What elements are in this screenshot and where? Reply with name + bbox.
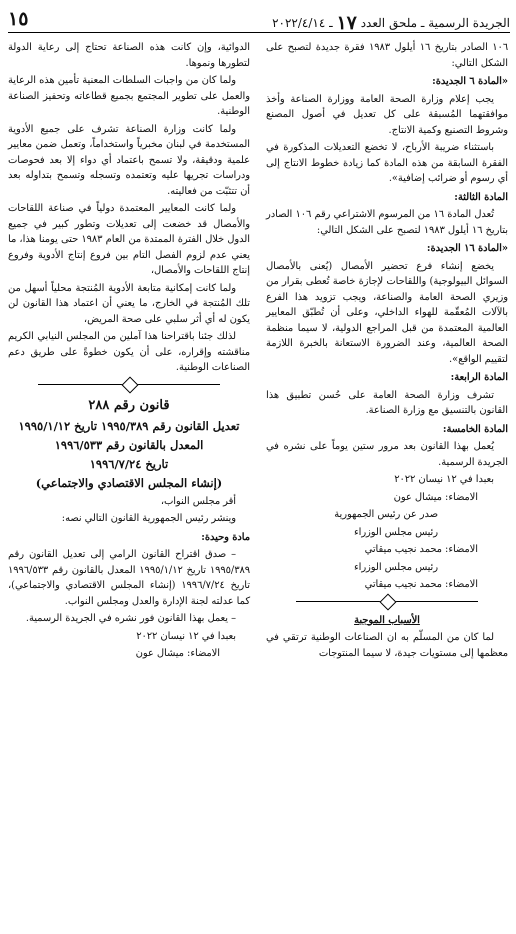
article-heading: «المادة ٦ الجديدة: [432, 76, 508, 87]
paragraph: بعبدا في ١٢ نيسان ٢٠٢٢ [136, 630, 236, 642]
paragraph: لذلك جئنا باقتراحنا هذا آملين من المجلس النيابي الكريم مناقشته وإقراره، على أن يكون خطوةً على طريق دعم الصناعات الوطنية. [8, 331, 250, 373]
paragraph: ولما كانت وزارة الصناعة تشرف على جميع الأدوية المستخدمة في لبنان مخبرياً واستخداماً، وتعمل ضمن معايير علمية ودقيقة، ولا تسمح باعتماد أي دواء إلا بعد فحوصات ودراسات تجريها عليه وتعتمده وتسجله وتسمح بتداوله بعد أن تتثبّت من فعاليته. [8, 123, 250, 197]
section-divider [266, 595, 508, 609]
paragraph: تشرف وزارة الصحة العامة على حُسن تطبيق هذا القانون بالتنسيق مع وزارة الصناعة. [266, 389, 508, 416]
paragraph: يُعمل بهذا القانون بعد مرور ستين يوماً على نشره في الجريدة الرسمية. [266, 441, 508, 468]
paragraph: – يعمل بهذا القانون فور نشره في الجريدة الرسمية. [25, 613, 236, 624]
paragraph: ولما كانت المعايير المعتمدة دولياً في صناعة اللقاحات والأمصال قد خضعت إلى تعديلات وتطور كبير في جميع الدول خلال الفترة الممتدة من العام ١٩٨٣ حتى يومنا هذا، ما يعني عدم لزوم الفصل التام بين فروع إنتاج الأدوية وفروع إنتاج اللقاحات والأمصال، [8, 203, 250, 276]
article-heading: المادة الثالثة: [454, 191, 508, 203]
left-column [8, 40, 250, 664]
section-divider [8, 378, 250, 392]
paragraph: وينشر رئيس الجمهورية القانون التالي نصه: [61, 513, 236, 524]
signature-line: رئيس مجلس الوزراء [354, 561, 438, 573]
centered-heading: (إنشاء المجلس الاقتصادي والاجتماعي) [35, 475, 223, 490]
paragraph: أقر مجلس النواب، [160, 495, 236, 507]
paragraph: ولما كان من واجبات السلطات المعنية تأمين هذه الرعاية والعمل على تطوير المجتمع بجميع قطاعاته وتحفيز الصناعة الوطنية. [8, 75, 250, 117]
paragraph: بعبدا في ١٢ نيسان ٢٠٢٢ [394, 474, 494, 485]
diamond-ornament-icon [380, 593, 397, 610]
right-column [266, 40, 508, 663]
signature-line: الامضاء: محمد نجيب ميقاتي [364, 544, 478, 555]
paragraph: الدوائية، وإن كانت هذه الصناعة تحتاج إلى رعاية الدولة لتطورها ونموها. [8, 42, 250, 69]
issue-number: ١٧ [336, 12, 357, 34]
paragraph: لما كان من المسلّم به ان الصناعات الوطنية ترتقي في معظمها إلى مستويات جيدة، لا سيما المنتوجات [266, 632, 508, 659]
paragraph: يخضع إنشاء فرع تحضير الأمصال (يُعنى بالأمصال السوائل البيولوجية) واللقاحات لإجازة خاصة تُعطى بقرار من وزيري الصحة العامة والصناعة، ويجب تزويد هذا الفرع بالآلات المُعقّمة للهواء الداخلي، وعلى أن تُطبّق المعايير العالمية المعتمدة من قبل المراجع الدولية، لا سيما منظمة الصحة العالمية، وعند الضرورة الاستعانة بالخبرة اللازمة لتقييم الواقع». [266, 260, 508, 365]
signature-line: الامضاء: ميشال عون [135, 648, 220, 659]
issue-date: ـ ٢٠٢٢/٤/١٤ [272, 16, 333, 30]
page-number: ١٥ [8, 8, 29, 30]
centered-heading: الأسباب الموجبة [354, 614, 420, 626]
paragraph: – صدق اقتراح القانون الرامي إلى تعديل القانون رقم ١٩٩٥/٣٨٩ تاريخ ١٩٩٥/١/١٢ المعدل بالقانون رقم ١٩٩٦/٥٣٣ تاريخ ١٩٩٦/٧/٢٤ (إنشاء المجلس الاقتصادي والاجتماعي)، كما عدلته لجنة الإدارة والعدل ومجلس النواب. [8, 549, 250, 607]
paragraph: يجب إعلام وزارة الصحة العامة ووزارة الصناعة وأخذ موافقتهما المُسبقة على كل تعديل في أصول المصنع وشروط التصنيع وكمية الانتاج. [266, 93, 508, 136]
paragraph: باستثناء ضريبة الأرباح، لا تخضع التعديلات المذكورة في الفقرة السابقة من هذه المادة كما زيادة خطوط الانتاج إلى أي رسوم أو ضرائب إضافية». [266, 142, 508, 184]
paragraph: ولما كانت إمكانية متابعة الأدوية المُنتجة محلياً أسهل من تلك المُنتجة في الخارج، ما يعني أن اعتماد هذا القانون لن يكون له أي أثر سلبي على صحة المريض، [8, 282, 250, 325]
article-heading: المادة الرابعة: [450, 372, 508, 383]
signature-line: الامضاء: محمد نجيب ميقاتي [364, 579, 478, 590]
centered-heading: تعديل القانون رقم ١٩٩٥/٣٨٩ تاريخ ١٩٩٥/١/١٢ [18, 418, 240, 433]
centered-heading: قانون رقم ٢٨٨ [88, 397, 170, 413]
signature-line: الامضاء: ميشال عون [393, 491, 478, 503]
article-heading: مادة وحيدة: [201, 531, 250, 543]
article-heading: «المادة ١٦ الجديدة: [426, 243, 508, 254]
paragraph: ١٠٦ الصادر بتاريخ ١٦ أيلول ١٩٨٣ فقرة جديدة لتصبح على الشكل التالي: [266, 42, 508, 69]
signature-line: صدر عن رئيس الجمهورية [334, 509, 438, 520]
header-title [272, 12, 510, 34]
centered-heading: المعدل بالقانون رقم ١٩٩٦/٥٣٣ [54, 437, 204, 452]
gazette-name: الجريدة الرسمية ـ ملحق العدد [360, 16, 510, 30]
article-heading: المادة الخامسة: [442, 423, 508, 435]
centered-heading: تاريخ ١٩٩٦/٧/٢٤ [89, 456, 169, 471]
paragraph: تُعدل المادة ١٦ من المرسوم الاشتراعي رقم ١٠٦ الصادر بتاريخ ١٦ أيلول ١٩٨٣ لتصبح على الشكل التالي: [266, 209, 508, 236]
signature-line: رئيس مجلس الوزراء [354, 526, 438, 538]
page-header [8, 6, 510, 33]
diamond-ornament-icon [122, 376, 139, 393]
